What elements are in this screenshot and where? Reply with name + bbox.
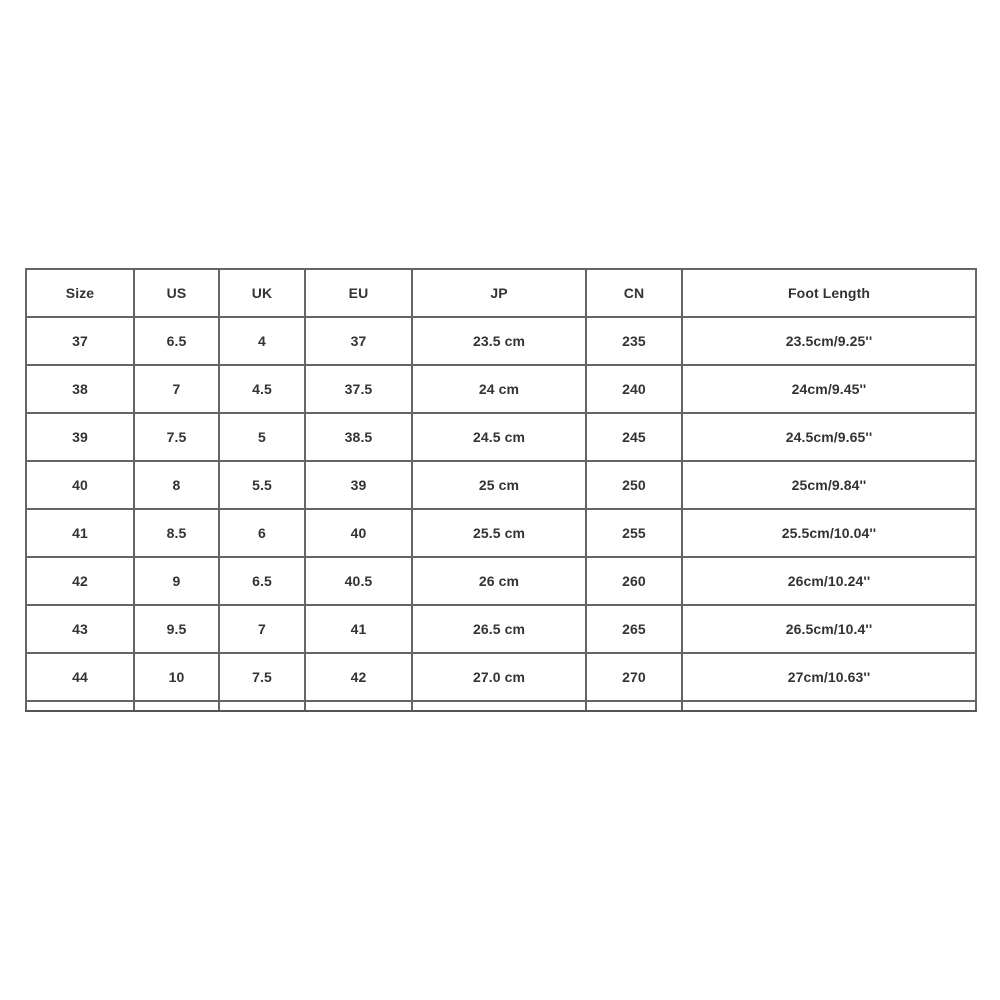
cell-foot-length: 26.5cm/10.4'' [682,605,976,653]
cell-jp: 25 cm [412,461,586,509]
table-row [26,653,976,701]
cell-foot-length: 24.5cm/9.65'' [682,413,976,461]
cell-size: 38 [26,365,134,413]
header-us: US [134,269,219,317]
cell-size: 42 [26,557,134,605]
table-row [26,317,976,365]
table-row [26,365,976,413]
cell-us: 9.5 [134,605,219,653]
cell-us: 8.5 [134,509,219,557]
cell-cn: 260 [586,557,682,605]
cell-uk: 5 [219,413,305,461]
cell-foot-length: 25cm/9.84'' [682,461,976,509]
empty-cell [26,701,134,711]
cell-size: 44 [26,653,134,701]
cell-foot-length: 24cm/9.45'' [682,365,976,413]
cell-jp: 26.5 cm [412,605,586,653]
cell-us: 6.5 [134,317,219,365]
empty-cell [682,701,976,711]
cell-jp: 24.5 cm [412,413,586,461]
cell-foot-length: 26cm/10.24'' [682,557,976,605]
table-header-row [26,269,976,317]
cell-jp: 27.0 cm [412,653,586,701]
table-empty-row [26,701,976,711]
cell-size: 37 [26,317,134,365]
cell-cn: 270 [586,653,682,701]
cell-eu: 40.5 [305,557,412,605]
header-uk: UK [219,269,305,317]
cell-eu: 37 [305,317,412,365]
cell-uk: 5.5 [219,461,305,509]
cell-eu: 37.5 [305,365,412,413]
empty-cell [134,701,219,711]
cell-eu: 40 [305,509,412,557]
header-foot-length: Foot Length [682,269,976,317]
header-eu: EU [305,269,412,317]
header-size: Size [26,269,134,317]
cell-foot-length: 27cm/10.63'' [682,653,976,701]
table-row [26,461,976,509]
cell-size: 39 [26,413,134,461]
cell-jp: 25.5 cm [412,509,586,557]
cell-uk: 7.5 [219,653,305,701]
cell-uk: 6.5 [219,557,305,605]
cell-eu: 39 [305,461,412,509]
table-row [26,557,976,605]
cell-cn: 235 [586,317,682,365]
cell-us: 10 [134,653,219,701]
cell-us: 8 [134,461,219,509]
cell-uk: 4 [219,317,305,365]
table-row [26,605,976,653]
header-jp: JP [412,269,586,317]
cell-size: 40 [26,461,134,509]
cell-uk: 7 [219,605,305,653]
cell-jp: 23.5 cm [412,317,586,365]
cell-eu: 41 [305,605,412,653]
cell-cn: 255 [586,509,682,557]
cell-us: 7 [134,365,219,413]
cell-cn: 240 [586,365,682,413]
cell-us: 9 [134,557,219,605]
cell-eu: 38.5 [305,413,412,461]
cell-cn: 265 [586,605,682,653]
empty-cell [586,701,682,711]
cell-foot-length: 23.5cm/9.25'' [682,317,976,365]
cell-cn: 250 [586,461,682,509]
cell-uk: 6 [219,509,305,557]
size-chart-table [25,268,977,712]
cell-jp: 24 cm [412,365,586,413]
cell-size: 43 [26,605,134,653]
empty-cell [305,701,412,711]
cell-uk: 4.5 [219,365,305,413]
empty-cell [412,701,586,711]
cell-eu: 42 [305,653,412,701]
cell-jp: 26 cm [412,557,586,605]
cell-foot-length: 25.5cm/10.04'' [682,509,976,557]
empty-cell [219,701,305,711]
header-cn: CN [586,269,682,317]
cell-size: 41 [26,509,134,557]
table-row [26,509,976,557]
cell-us: 7.5 [134,413,219,461]
cell-cn: 245 [586,413,682,461]
table-row [26,413,976,461]
